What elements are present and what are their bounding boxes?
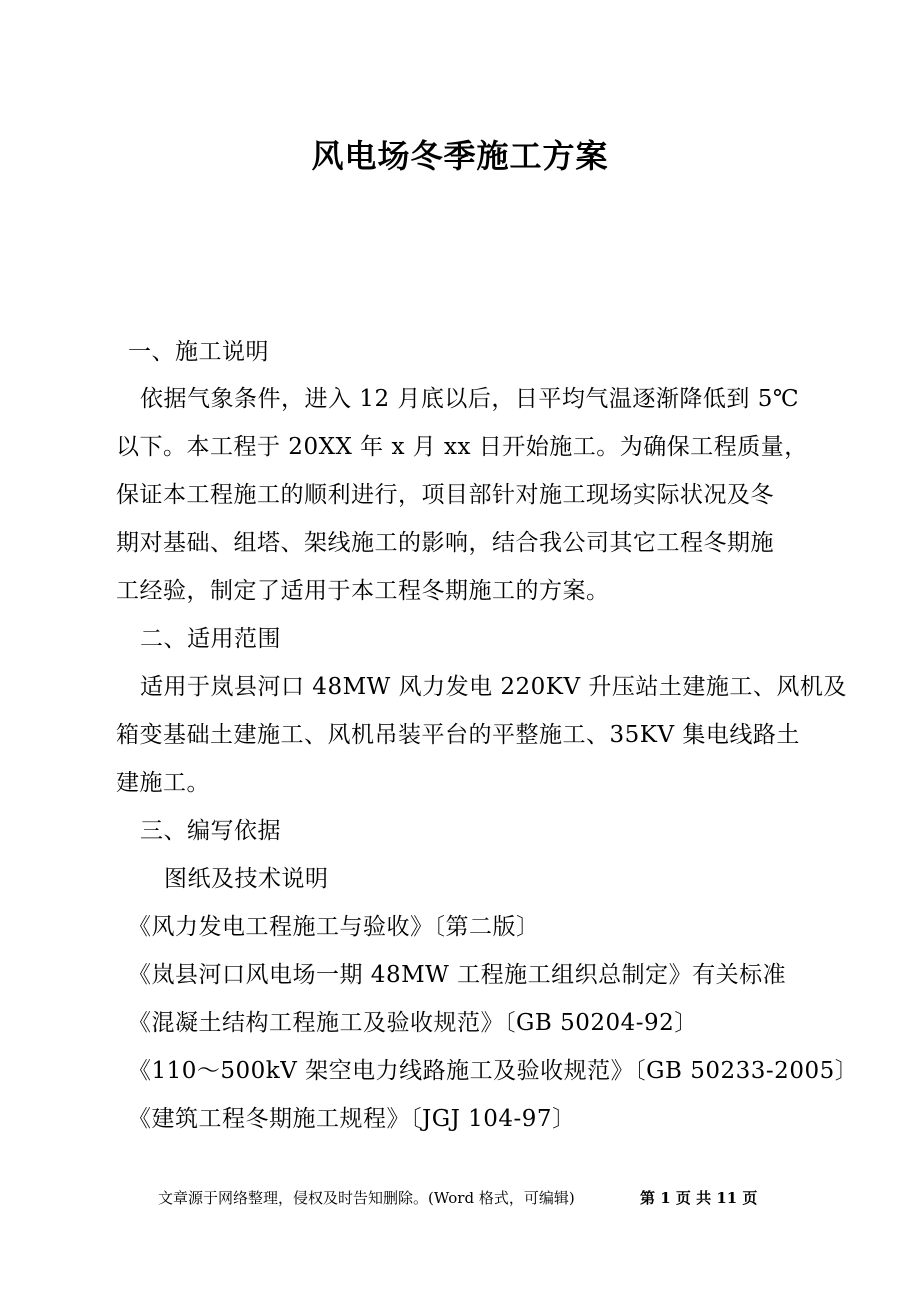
reference-item: 《建筑工程冬期施工规程》〔JGJ 104-97〕 [128,1106,576,1132]
paragraph-line: 箱变基础土建施工、风机吊装平台的平整施工、35KV 集电线路土 [116,722,800,748]
reference-item: 《风力发电工程施工与验收》〔第二版〕 [128,914,540,940]
reference-item: 《110～500kV 架空电力线路施工及验收规范》〔GB 50233-2005〕 [128,1058,859,1084]
section-heading-2: 二、适用范围 [140,626,281,652]
section-heading-3: 三、编写依据 [140,818,281,844]
reference-item: 《岚县河口风电场一期 48MW 工程施工组织总制定》有关标准 [128,962,787,988]
paragraph-line: 以下。本工程于 20XX 年 x 月 xx 日开始施工。为确保工程质量， [116,434,808,460]
footer-page-info: 第 1 页 共 11 页 [640,1189,758,1207]
reference-item: 《混凝土结构工程施工及验收规范》〔GB 50204-92〕 [128,1010,698,1036]
paragraph-line: 依据气象条件，进入 12 月底以后，日平均气温逐渐降低到 5℃ [140,386,800,412]
paragraph-line: 建施工。 [116,770,210,796]
paragraph-line: 适用于岚县河口 48MW 风力发电 220KV 升压站土建施工、风机及 [140,674,847,700]
document-title: 风电场冬季施工方案 [311,137,609,175]
paragraph-line: 期对基础、组塔、架线施工的影响，结合我公司其它工程冬期施 [116,530,774,556]
paragraph-line: 保证本工程施工的顺利进行，项目部针对施工现场实际状况及冬 [116,482,774,508]
footer-source-note: 文章源于网络整理，侵权及时告知删除。(Word 格式，可编辑) [158,1189,575,1207]
section-heading-1: 一、施工说明 [128,339,269,365]
paragraph-line: 工经验，制定了适用于本工程冬期施工的方案。 [116,578,610,604]
reference-item: 图纸及技术说明 [164,866,329,892]
